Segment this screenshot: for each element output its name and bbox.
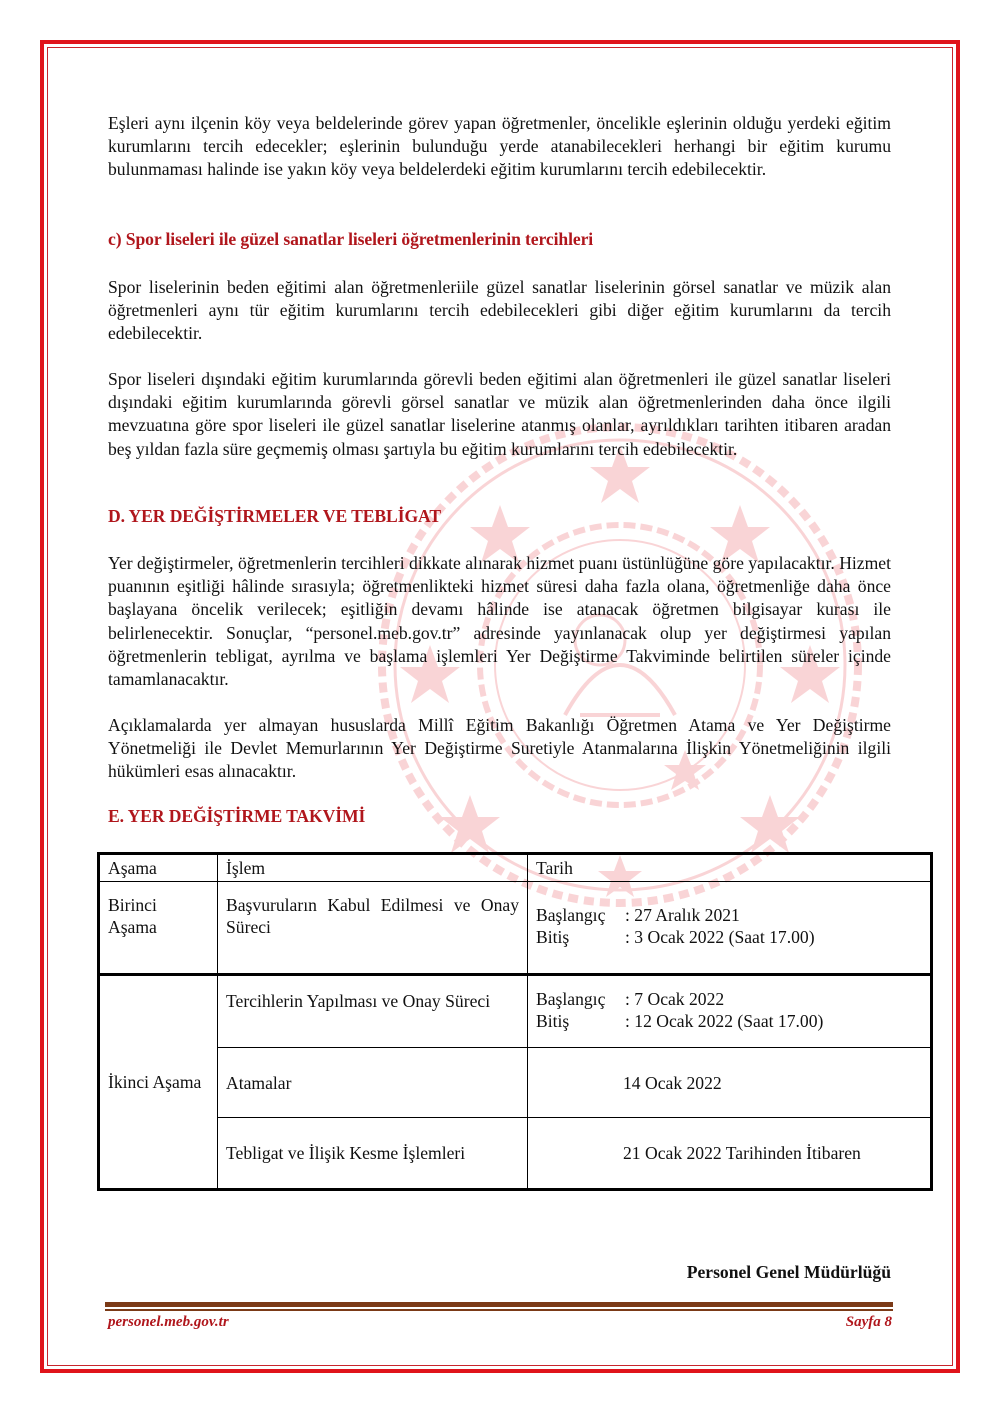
signature-department: Personel Genel Müdürlüğü: [686, 1262, 891, 1282]
table-header-row: [99, 854, 932, 882]
date-cell: 21 Ocak 2022 Tarihinden İtibaren: [528, 1118, 932, 1190]
table-row: [99, 975, 932, 1048]
process-cell: Tebligat ve İlişik Kesme İşlemleri: [218, 1118, 528, 1190]
header-date: Tarih: [528, 854, 932, 882]
header-process: İşlem: [218, 854, 528, 882]
footer-website-link[interactable]: personel.meb.gov.tr: [108, 1314, 229, 1330]
table-row: [99, 1048, 932, 1118]
end-date: : 12 Ocak 2022 (Saat 17.00): [625, 1011, 824, 1031]
section-heading-c: c) Spor liseleri ile güzel sanatlar liseleri öğretmenlerinin tercihleri: [108, 229, 594, 249]
process-cell: Tercihlerin Yapılması ve Onay Süreci: [218, 975, 528, 1048]
date-cell: [528, 975, 932, 1048]
footer-rule-thin: [105, 1309, 893, 1311]
stage-cell: İkinci Aşama: [99, 975, 218, 1190]
process-cell: Atamalar: [218, 1048, 528, 1118]
paragraph-sports-arts-teachers: Spor liselerinin beden eğitimi alan öğretmenleriile güzel sanatlar liselerinin görsel sanatlar ve müzik alan öğretmenleri aynı tür eğitim kurumlarını tercih edebilecekleri gibi diğer eğitim kurumlarını da tercih edebilecektir.: [108, 277, 891, 344]
start-label: Başlangıç: [536, 989, 606, 1009]
process-cell: Başvuruların Kabul Edilmesi ve Onay Süreci: [218, 882, 528, 975]
date-cell: [528, 882, 932, 975]
table-row: [99, 1118, 932, 1190]
end-label: Bitiş: [536, 1011, 570, 1031]
table-row: [99, 882, 932, 975]
date-cell: 14 Ocak 2022: [528, 1048, 932, 1118]
section-heading-e: E. YER DEĞİŞTİRME TAKVİMİ: [108, 806, 366, 826]
footer-page-number: Sayfa 8: [845, 1314, 892, 1330]
header-stage: Aşama: [99, 854, 218, 882]
stage-cell: Birinci Aşama: [99, 882, 218, 975]
relocation-calendar-table: [97, 852, 933, 1191]
paragraph-former-sports-arts-teachers: Spor liseleri dışındaki eğitim kurumlarında görevli beden eğitimi alan öğretmenleri ile güzel sanatlar liseleri dışındaki eğitim kurumlarında görevli görsel sanatlar ve müzik alan öğretmenlerinden daha önce ilgili mevzuatına göre spor liseleri ile güzel sanatlar liselerine atanmış olanlar, ayrıldıkları tarihten itibaren aradan beş yıldan fazla süre geçmemiş olması şartıyla bu eğitim kurumlarını tercih edebilecektir.: [108, 369, 891, 459]
paragraph-spouses-villages: Eşleri aynı ilçenin köy veya beldelerinde görev yapan öğretmenler, öncelikle eşlerinin olduğu yerdeki eğitim kurumlarını tercih edecekler; eşlerinin bulunduğu yerde atanabilecekleri herhangi bir eğitim kurumu bulunmaması halinde ise yakın köy veya beldelerdeki eğitim kurumlarını tercih edebilecektir.: [108, 113, 891, 180]
start-label: Başlangıç: [536, 905, 606, 925]
paragraph-relocation-results: Yer değiştirmeler, öğretmenlerin tercihleri dikkate alınarak hizmet puanı üstünlüğüne göre yapılacaktır. Hizmet puanının eşitliği hâlinde sırasıyla; öğretmenlikteki hizmet süresi daha fazla olana, öğretmenliğe daha önce başlayana öncelik verilecek; eşitliğin devamı hâlinde ise atanacak öğretmen bilgisayar kurası ile belirlenecektir. Sonuçlar, “personel.meb.gov.tr” adresinde yayınlanacak olup yer değiştirmesi yapılan öğretmenlerin tebligat, ayrılma ve başlama işlemleri Yer Değiştirme Takviminde belirtilen süreler içinde tamamlanacaktır.: [108, 553, 891, 690]
paragraph-regulations: Açıklamalarda yer almayan hususlarda Millî Eğitim Bakanlığı Öğretmen Atama ve Yer Değiştirme Yönetmeliği ile Devlet Memurlarının Yer Değiştirme Suretiyle Atanmalarına İlişkin Yönetmeliğinin ilgili hükümleri esas alınacaktır.: [108, 715, 891, 782]
section-heading-d: D. YER DEĞİŞTİRMELER VE TEBLİGAT: [108, 506, 441, 526]
footer-rule-thick: [105, 1302, 893, 1307]
end-label: Bitiş: [536, 927, 570, 947]
end-date: : 3 Ocak 2022 (Saat 17.00): [625, 927, 815, 947]
start-date: : 7 Ocak 2022: [625, 989, 725, 1009]
start-date: : 27 Aralık 2021: [625, 905, 740, 925]
